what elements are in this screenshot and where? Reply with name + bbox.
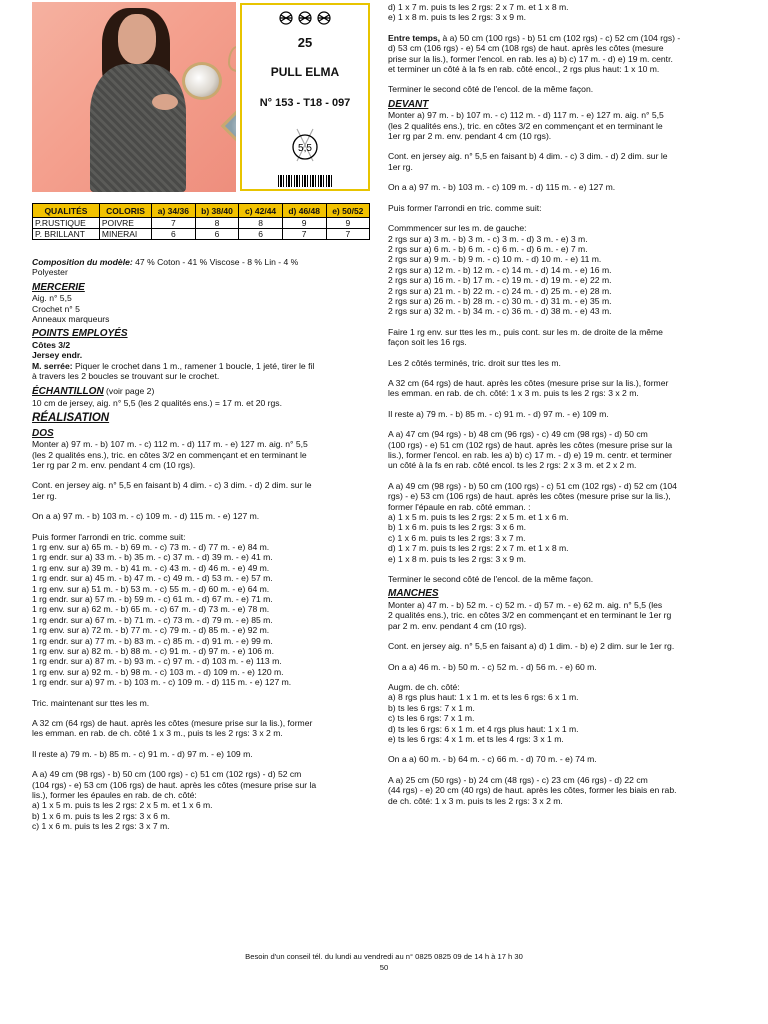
- text-line: 2 qualités ens.), tric. en côtes 3/2 en commençant et en terminant le 1er rg: [388, 610, 672, 621]
- composition: Composition du modèle: 47 % Coton - 41 % Viscose - 8 % Lin - 4 %: [32, 257, 299, 267]
- text-line: Commmencer sur les m. de gauche:: [388, 223, 527, 234]
- sweater: [90, 64, 186, 192]
- needle-size-icon: [287, 127, 323, 163]
- text-line: un côté à la fs en rab. côté encol. ts les 2 rgs: 2 x 3 m. et 2 x 2 m.: [388, 460, 637, 471]
- text-line: 1 rg endr. sur a) 57 m. - b) 59 m. - c) 61 m. - d) 67 m. - e) 71 m.: [32, 593, 273, 604]
- manches-heading: MANCHES: [388, 588, 439, 600]
- text-line: 1 rg endr. sur a) 87 m. - b) 93 m. - c) 97 m. - d) 103 m. - e) 113 m.: [32, 656, 282, 667]
- text-line: b) 1 x 6 m. puis ts les 2 rgs: 3 x 6 m.: [32, 810, 171, 821]
- devant-heading: DEVANT: [388, 98, 429, 110]
- table-row: P.RUSTIQUE POIVRE 7 8 8 9 9: [33, 218, 370, 229]
- mercerie-heading: MERCERIE: [32, 281, 85, 293]
- text-line: 2 rgs sur a) 12 m. - b) 12 m. - c) 14 m. - d) 14 m. - e) 16 m.: [388, 264, 612, 275]
- text-line: 1 rg env. sur a) 51 m. - b) 53 m. - c) 55 m. - d) 60 m. - e) 64 m.: [32, 583, 270, 594]
- text-line: (44 rgs) - e) 20 cm (40 rgs) de haut. après les côtes, former les biais en rab.: [388, 785, 677, 796]
- text-line: 1 rg endr. sur a) 33 m. - b) 35 m. - c) 37 m. - d) 39 m. - e) 41 m.: [32, 552, 273, 563]
- text-line: 1 rg endr. sur a) 97 m. - b) 103 m. - c) 109 m. - d) 115 m. - e) 127 m.: [32, 677, 292, 688]
- text-line: 1 rg env. sur a) 72 m. - b) 77 m. - c) 79 m. - d) 85 m. - e) 92 m.: [32, 625, 270, 636]
- text-line: e) 1 x 8 m. puis ts les 2 rgs: 3 x 9 m.: [388, 12, 527, 23]
- dos-heading: DOS: [32, 427, 54, 439]
- text-line: e) 1 x 8 m. puis ts les 2 rgs: 3 x 9 m.: [388, 553, 527, 564]
- pattern-info-box: [240, 3, 370, 191]
- help-line: Besoin d'un conseil tél. du lundi au vendredi au n° 0825 0825 09 de 14 h à 17 h 30: [245, 952, 523, 961]
- text-line: (les 2 qualités ens.), tric. en côtes 3/2 en commençant et en terminant le: [388, 120, 663, 131]
- text-line: A 32 cm (64 rgs) de haut. après les côtes (mesure prise sur la lis.), former: [388, 377, 669, 388]
- text-line: Crochet n° 5: [32, 303, 80, 314]
- text-line: de ch. côté: 1 x 3 m. puis ts les 2 rgs: 3 x 2 m.: [388, 795, 563, 806]
- needle-size: 5,5: [298, 143, 312, 154]
- footer: [0, 951, 768, 973]
- sizes-table: [32, 203, 370, 240]
- text-line: 1 rg endr. sur a) 45 m. - b) 47 m. - c) 49 m. - d) 53 m. - e) 57 m.: [32, 573, 273, 584]
- text-line: rgs) - e) 53 cm (106 rgs) de haut. après les côtes (mesure prise sur la lis.),: [388, 491, 671, 502]
- text-line: a) 8 rgs plus haut: 1 x 1 m. et ts les 6 rgs: 6 x 1 m.: [388, 692, 579, 703]
- pattern-title: PULL ELMA: [270, 65, 340, 79]
- pattern-reference: N° 153 - T18 - 097: [259, 97, 351, 109]
- drop-ornament: [228, 46, 236, 72]
- text-line: 1 rg endr. sur a) 67 m. - b) 71 m. - c) 73 m. - d) 79 m. - e) 85 m.: [32, 614, 273, 625]
- text-line: 1 rg env. sur a) 92 m. - b) 98 m. - c) 103 m. - d) 109 m. - e) 120 m.: [32, 666, 284, 677]
- barcode-icon: [278, 175, 332, 187]
- table-row: P. BRILLANT MINERAI 6 6 6 7 7: [33, 229, 370, 240]
- text-line: a) 1 x 5 m. puis ts les 2 rgs: 2 x 5 m. et 1 x 6 m.: [32, 800, 213, 811]
- text-line: A a) 49 cm (98 rgs) - b) 50 cm (100 rgs) - c) 51 cm (102 rgs) - d) 52 cm (104: [388, 480, 677, 491]
- text-line: (100 rgs) - e) 51 cm (102 rgs) de haut. après les côtes (mesure prise sur la: [388, 439, 673, 450]
- text-line: Monter a) 47 m. - b) 52 m. - c) 52 m. - d) 57 m. - e) 62 m. aig. n° 5,5 (les: [388, 599, 663, 610]
- pattern-number: 25: [297, 35, 313, 50]
- text-line: 1 rg env. sur a) 82 m. - b) 88 m. - c) 91 m. - d) 97 m. - e) 106 m.: [32, 646, 274, 656]
- text-line: A 32 cm (64 rgs) de haut. après les côtes (mesure prise sur la lis.), former: [32, 718, 313, 729]
- text-line: Cont. en jersey aig. n° 5,5 en faisant b) 4 dim. - c) 3 dim. - d) 2 dim. sur le: [388, 151, 668, 162]
- text-line: 1er rg.: [388, 161, 413, 172]
- text-line: d) 1 x 7 m. puis ts les 2 rgs: 2 x 7 m. et 1 x 8 m.: [388, 543, 569, 554]
- text-line: 1er rg par 2 m. env. pendant 4 cm (10 rgs).: [32, 459, 196, 470]
- text-line: b) 1 x 6 m. puis ts les 2 rgs: 3 x 6 m.: [388, 522, 527, 533]
- text-line: former l'épaule en rab. côté emman. :: [388, 501, 531, 512]
- text-line: Monter a) 97 m. - b) 107 m. - c) 112 m. - d) 117 m. - e) 127 m. aig. n° 5,5: [388, 110, 664, 121]
- left-column: Composition du modèle: 47 % Coton - 41 % Viscose - 8 % Lin - 4 % Polyester MERCERIE Aig. n° 5,5 Crochet n° 5 Anneaux marqueurs POINTS EMPLOYÉS Côtes 3/2 Jersey endr. M. serrée: Piquer le crochet dans 1 m., ramener 1 boucle, 1 jeté, tirer le fil à travers les 2 boucles se trouvant sur le crochet. ÉCHANTILLON (voir page 2) 10 cm de jersey, aig. n° 5,5 (les 2 qualités ens.) = 17 m. et 20 rgs. RÉALISATION DOS Monter a) 97 m. - b) 107 m. - c) 112 m. - d) 117 m. - e) 127 m. aig. n° 5,5 (les 2 qualités ens.), tric. en côtes 3/2 en commençant et en terminant le 1er rg par 2 m. env. pendant 4 cm (10 rgs). Cont. en jersey aig. n° 5,5 en faisant b) 4 dim. - c) 3 dim. - d) 2 dim. sur le 1er rg. On a a) 97 m. - b) 103 m. - c) 109 m. - d) 115 m. - e) 127 m. Puis former l'arrondi en tric. comme suit: 1 rg env. sur a) 65 m. - b) 69 m. - c) 73 m. - d) 77 m. - e) 84 m. 1 rg endr. sur a) 33 m. - b) 35 m. - c) 37 m. - d) 39 m. - e) 41 m. 1 rg env. sur a) 39 m. - b) 41 m. - c) 43 m. - d) 46 m. - e) 49 m. 1 rg endr. sur a) 45 m. - b) 47 m. - c) 49 m. - d) 53 m. - e) 57 m. 1 rg env. sur a) 51 m. - b) 53 m. - c) 55 m. - d) 60 m. - e) 64 m. 1 rg endr. sur a) 57 m. - b) 59 m. - c) 61 m. - d) 67 m. - e) 71 m. 1 rg env. sur a) 62 m. - b) 65 m. - c) 67 m. - d) 73 m. - e) 78 m. 1 rg endr. sur a) 67 m. - b) 71 m. - c) 73 m. - d) 79 m. - e) 85 m. 1 rg env. sur a) 72 m. - b) 77 m. - c) 79 m. - d) 85 m. - e) 92 m. 1 rg endr. sur a) 77 m. - b) 83 m. - c) 85 m. - d) 91 m. - e) 99 m. 1 rg env. sur a) 82 m. - b) 88 m. - c) 91 m. - d) 97 m. - e) 106 m. 1 rg endr. sur a) 87 m. - b) 93 m. - c) 97 m. - d) 103 m. - e) 113 m. 1 rg env. sur a) 92 m. - b) 98 m. - c) 103 m. - d) 109 m. - e) 120 m. 1 rg endr. sur a) 97 m. - b) 103 m. - c) 109 m. - d) 115 m. - e) 127 m. Tric. maintenant sur ttes les m. A 32 cm (64 rgs) de haut. après les côtes (mesure prise sur la lis.), former les emman. en rab. de ch. côté 1 x 3 m., puis ts les 2 rgs: 3 x 2 m. Il reste a) 79 m. - b) 85 m. - c) 91 m. - d) 97 m. - e) 109 m. A a) 49 cm (98 rgs) - b) 50 cm (100 rgs) - c) 51 cm (102 rgs) - d) 52 cm (104 rgs) - e) 53 cm (106 rgs) de haut. après les côtes (mesure prise sur la lis.), former les épaules en rab. de ch. côté: a) 1 x 5 m. puis ts les 2 rgs: 2 x 5 m. et 1 x 6 m. b) 1 x 6 m. puis ts les 2 rgs: 3 x 6 m. c) 1 x 6 m. puis ts les 2 rgs: 3 x 7 m.: [32, 257, 377, 832]
- text-line: (les 2 qualités ens.), tric. en côtes 3/2 en commençant et en terminant le: [32, 449, 307, 460]
- text-line: c) ts les 6 rgs: 7 x 1 m.: [388, 713, 475, 724]
- text-line: 2 rgs sur a) 32 m. - b) 34 m. - c) 36 m. - d) 38 m. - e) 43 m.: [388, 306, 612, 317]
- mercerie-list: [32, 293, 377, 324]
- text-line: c) 1 x 6 m. puis ts les 2 rgs: 3 x 7 m.: [388, 532, 526, 543]
- text-line: 2 rgs sur a) 6 m. - b) 6 m. - c) 6 m. - d) 6 m. - e) 7 m.: [388, 243, 588, 254]
- text-line: 1 rg env. sur a) 62 m. - b) 65 m. - c) 67 m. - d) 73 m. - e) 78 m.: [32, 604, 270, 615]
- text-line: e) ts les 6 rgs: 4 x 1 m. et ts les 4 rgs: 3 x 1 m.: [388, 733, 564, 744]
- yarn-balls-icon: [242, 11, 368, 29]
- text-line: 1er rg.: [32, 490, 57, 501]
- text-line: 2 rgs sur a) 16 m. - b) 17 m. - c) 19 m. - d) 19 m. - e) 22 m.: [388, 275, 612, 286]
- text-line: d) ts les 6 rgs: 6 x 1 m. et 4 rgs plus haut: 1 x 1 m.: [388, 723, 579, 734]
- text-line: a) 1 x 5 m. puis ts les 2 rgs: 2 x 5 m. et 1 x 6 m.: [388, 512, 569, 523]
- text-line: façon soit les 16 rgs.: [388, 337, 467, 348]
- right-column: d) 1 x 7 m. puis ts les 2 rgs: 2 x 7 m. et 1 x 8 m. e) 1 x 8 m. puis ts les 2 rgs: 3 x 9 m. Entre temps, à a) 50 cm (100 rgs) - b) 51 cm (102 rgs) - c) 52 cm (104 rgs) - d) 53 cm (106 rgs) - e) 54 cm (108 rgs) de haut. après les côtes (mesure prise sur la lis.), former l'encol. en rab. les a) b) c) 17 m. - d) e) 19 m. centr. et terminer un côté à la fs en rab. côté encol., 2 rgs plus haut: 1 x 10 m. Terminer le second côté de l'encol. de la même façon. DEVANT Monter a) 97 m. - b) 107 m. - c) 112 m. - d) 117 m. - e) 127 m. aig. n° 5,5 (les 2 qualités ens.), tric. en côtes 3/2 en commençant et en terminant le 1er rg par 2 m. env. pendant 4 cm (10 rgs). Cont. en jersey aig. n° 5,5 en faisant b) 4 dim. - c) 3 dim. - d) 2 dim. sur le 1er rg. On a a) 97 m. - b) 103 m. - c) 109 m. - d) 115 m. - e) 127 m. Puis former l'arrondi en tric. comme suit: Commmencer sur les m. de gauche: 2 rgs sur a) 3 m. - b) 3 m. - c) 3 m. - d) 3 m. - e) 3 m. 2 rgs sur a) 6 m. - b) 6 m. - c) 6 m. - d) 6 m. - e) 7 m. 2 rgs sur a) 9 m. - b) 9 m. - c) 10 m. - d) 10 m. - e) 11 m. 2 rgs sur a) 12 m. - b) 12 m. - c) 14 m. - d) 14 m. - e) 16 m. 2 rgs sur a) 16 m. - b) 17 m. - c) 19 m. - d) 19 m. - e) 22 m. 2 rgs sur a) 21 m. - b) 22 m. - c) 24 m. - d) 25 m. - e) 28 m. 2 rgs sur a) 26 m. - b) 28 m. - c) 30 m. - d) 31 m. - e) 35 m. 2 rgs sur a) 32 m. - b) 34 m. - c) 36 m. - d) 38 m. - e) 43 m. Faire 1 rg env. sur ttes les m., puis cont. sur les m. de droite de la même façon soit les 16 rgs. Les 2 côtés terminés, tric. droit sur ttes les m. A 32 cm (64 rgs) de haut. après les côtes (mesure prise sur la lis.), former les emman. en rab. de ch. côté: 1 x 3 m. puis ts les 2 rgs: 3 x 2 m. Il reste a) 79 m. - b) 85 m. - c) 91 m. - d) 97 m. - e) 109 m. A a) 47 cm (94 rgs) - b) 48 cm (96 rgs) - c) 49 cm (98 rgs) - d) 50 cm (100 rgs) - e) 51 cm (102 rgs) de haut. après les côtes (mesure prise sur la lis.), former l'encol. en rab. les a) b) c) 17 m. - d) e) 19 m. centr. et terminer un côté à la fs en rab. côté encol. ts les 2 rgs: 2 x 3 m. et 2 x 2 m. A a) 49 cm (98 rgs) - b) 50 cm (100 rgs) - c) 51 cm (102 rgs) - d) 52 cm (104 rgs) - e) 53 cm (106 rgs) de haut. après les côtes (mesure prise sur la lis.), former l'épaule en rab. côté emman. : a) 1 x 5 m. puis ts les 2 rgs: 2 x 5 m. et 1 x 6 m. b) 1 x 6 m. puis ts les 2 rgs: 3 x 6 m. c) 1 x 6 m. puis ts les 2 rgs: 3 x 7 m. d) 1 x 7 m. puis ts les 2 rgs: 2 x 7 m. et 1 x 8 m. e) 1 x 8 m. puis ts les 2 rgs: 3 x 9 m. Terminer le second côté de l'encol. de la même façon. MANCHES Monter a) 47 m. - b) 52 m. - c) 52 m. - d) 57 m. - e) 62 m. aig. n° 5,5 (les 2 qualités ens.), tric. en côtes 3/2 en commençant et en terminant le 1er rg par 2 m. env. pendant 4 cm (10 rgs). Cont. en jersey aig. n° 5,5 en faisant a) d) 1 dim. - b) e) 2 dim. sur le 1er rg. On a a) 46 m. - b) 50 m. - c) 52 m. - d) 56 m. - e) 60 m. Augm. de ch. côté: a) 8 rgs plus haut: 1 x 1 m. et ts les 6 rgs: 6 x 1 m. b) ts les 6 rgs: 7 x 1 m. c) ts les 6 rgs: 7 x 1 m. d) ts les 6 rgs: 6 x 1 m. et 4 rgs plus haut: 1 x 1 m. e) ts les 6 rgs: 4 x 1 m. et ts les 4 rgs: 3 x 1 m. On a a) 60 m. - b) 64 m. - c) 66 m. - d) 70 m. - e) 74 m. A a) 25 cm (50 rgs) - b) 24 cm (48 rgs) - c) 23 cm (46 rgs) - d) 22 cm (44 rgs) - e) 20 cm (40 rgs) de haut. après les côtes, former les biais en rab. de ch. côté: 1 x 3 m. puis ts les 2 rgs: 3 x 2 m.: [388, 2, 738, 806]
- text-line: les emman. en rab. de ch. côté: 1 x 3 m. puis ts les 2 rgs: 3 x 2 m.: [388, 388, 639, 399]
- text-line: Monter a) 97 m. - b) 107 m. - c) 112 m. - d) 117 m. - e) 127 m. aig. n° 5,5: [32, 439, 308, 450]
- text-line: Faire 1 rg env. sur ttes les m., puis cont. sur les m. de droite de la même: [388, 326, 663, 337]
- text-line: 1 rg endr. sur a) 77 m. - b) 83 m. - c) 85 m. - d) 91 m. - e) 99 m.: [32, 635, 273, 646]
- text-line: 2 rgs sur a) 21 m. - b) 22 m. - c) 24 m. - d) 25 m. - e) 28 m.: [388, 285, 612, 296]
- text-line: 2 rgs sur a) 3 m. - b) 3 m. - c) 3 m. - d) 3 m. - e) 3 m.: [388, 233, 588, 244]
- text-line: 1er rg par 2 m. env. pendant 4 cm (10 rgs).: [388, 131, 552, 142]
- text-line: Puis former l'arrondi en tric. comme suit:: [32, 531, 186, 542]
- text-line: c) 1 x 6 m. puis ts les 2 rgs: 3 x 7 m.: [32, 821, 170, 832]
- text-line: b) ts les 6 rgs: 7 x 1 m.: [388, 702, 475, 713]
- model-photo: [32, 2, 236, 192]
- text-line: A a) 25 cm (50 rgs) - b) 24 cm (48 rgs) - c) 23 cm (46 rgs) - d) 22 cm: [388, 774, 648, 785]
- text-line: Cont. en jersey aig. n° 5,5 en faisant b) 4 dim. - c) 3 dim. - d) 2 dim. sur le: [32, 480, 312, 491]
- text-line: d) 1 x 7 m. puis ts les 2 rgs: 2 x 7 m. et 1 x 8 m.: [388, 2, 569, 12]
- text-line: 1 rg env. sur a) 39 m. - b) 41 m. - c) 43 m. - d) 46 m. - e) 49 m.: [32, 562, 270, 573]
- text-line: lis.), former l'encol. en rab. les a) b) c) 17 m. - d) e) 19 m. centr. et terminer: [388, 450, 672, 460]
- text-line: A a) 47 cm (94 rgs) - b) 48 cm (96 rgs) - c) 49 cm (98 rgs) - d) 50 cm: [388, 429, 648, 440]
- text-line: 2 rgs sur a) 9 m. - b) 9 m. - c) 10 m. - d) 10 m. - e) 11 m.: [388, 254, 602, 265]
- table-header-row: QUALITÉS COLORIS a) 34/36 b) 38/40 c) 42/44 d) 46/48 e) 50/52: [33, 204, 370, 218]
- text-line: Augm. de ch. côté:: [388, 681, 460, 692]
- realisation-heading: RÉALISATION: [32, 412, 110, 425]
- text-line: 2 rgs sur a) 26 m. - b) 28 m. - c) 30 m. - d) 31 m. - e) 35 m.: [388, 295, 612, 306]
- diamond-mirror: [221, 101, 236, 152]
- text-line: les emman. en rab. de ch. côté 1 x 3 m., puis ts les 2 rgs: 3 x 2 m.: [32, 728, 283, 739]
- text-line: Aig. n° 5,5: [32, 293, 72, 304]
- text-line: Anneaux marqueurs: [32, 314, 110, 325]
- text-line: par 2 m. env. pendant 4 cm (10 rgs).: [388, 620, 527, 631]
- round-mirror: [182, 62, 222, 100]
- points-heading: POINTS EMPLOYÉS: [32, 328, 128, 340]
- page-number: 50: [379, 963, 389, 972]
- echantillon-heading: ÉCHANTILLON (voir page 2): [32, 386, 155, 398]
- text-line: (104 rgs) - e) 53 cm (106 rgs) de haut. après les côtes (mesure prise sur la: [32, 779, 317, 790]
- text-line: 1 rg env. sur a) 65 m. - b) 69 m. - c) 73 m. - d) 77 m. - e) 84 m.: [32, 541, 270, 552]
- text-line: A a) 49 cm (98 rgs) - b) 50 cm (100 rgs) - c) 51 cm (102 rgs) - d) 52 cm: [32, 769, 302, 780]
- text-line: lis.), former les épaules en rab. de ch. côté:: [32, 790, 197, 801]
